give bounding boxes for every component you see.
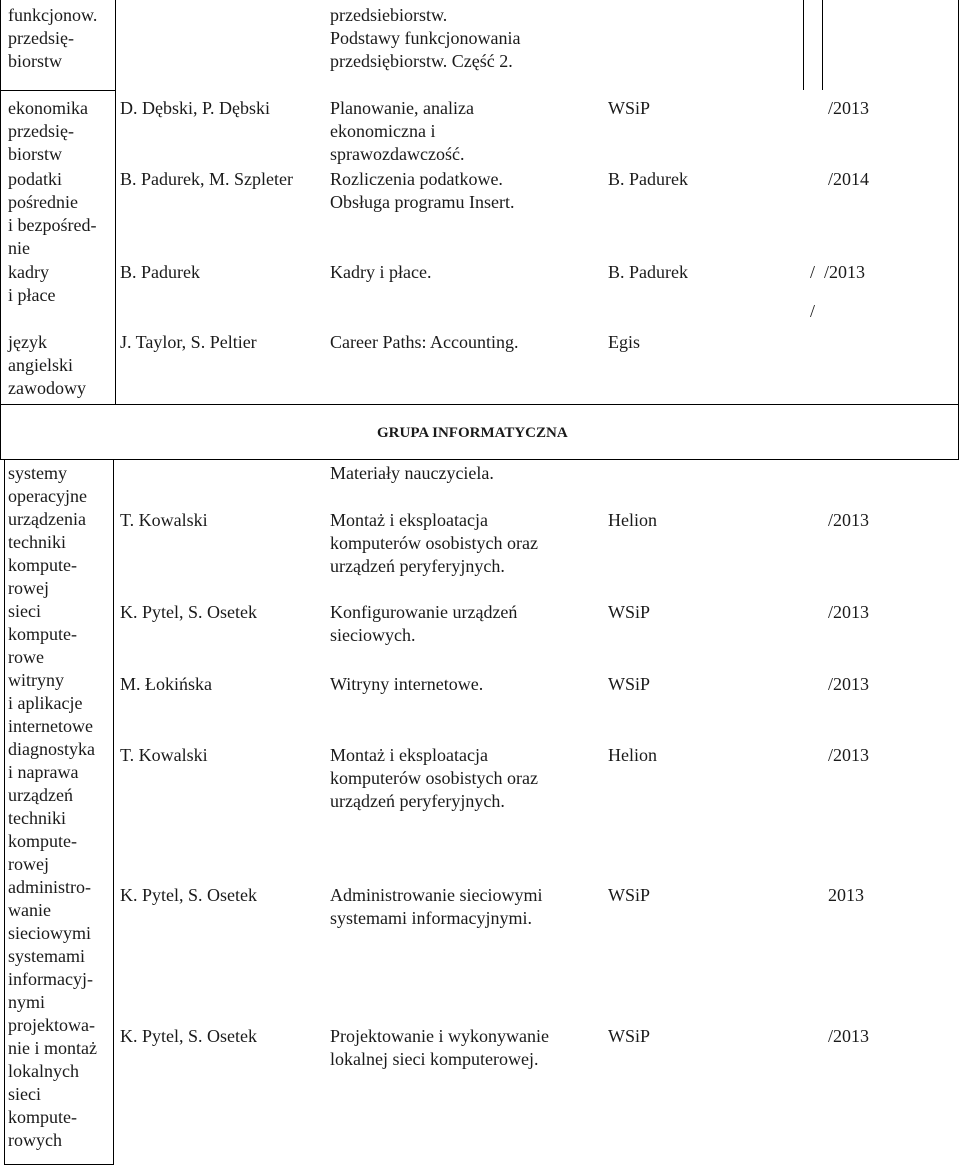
bottom-subject-column-left-rule	[4, 459, 5, 1164]
subject-cell: podatki pośrednie i bezpośred- nie	[8, 169, 97, 258]
year-cell: / /2013	[810, 262, 866, 282]
title-cell: Kadry i płace.	[330, 262, 432, 282]
title-cell: Materiały nauczyciela.	[330, 463, 494, 483]
publisher-cell: Helion	[608, 510, 657, 530]
year-cell: /2013	[828, 674, 870, 694]
subject-cell: funkcjonow. przedsię- biorstw	[8, 5, 98, 71]
title-cell: Projektowanie i wykonywanie lokalnej sieci komputerowej.	[330, 1026, 549, 1069]
subject-cell: ekonomika przedsię- biorstw	[8, 98, 88, 164]
title-cell: Montaż i eksploatacja komputerów osobistych oraz urządzeń peryferyjnych.	[330, 745, 538, 811]
table-border-right	[958, 0, 959, 404]
authors-cell: B. Padurek	[120, 262, 200, 282]
publisher-cell: WSiP	[608, 98, 651, 118]
subject-column: systemy operacyjne urządzenia techniki kompute- rowej sieci kompute- rowe witryny i aplikacje internetowe diagnostyka i naprawa urządzeń techniki kompute- rowej administro- wanie sieciowymi systemami informacyj- nymi projektowa- nie i montaż lokalnych sieci kompute- rowych	[8, 463, 97, 1150]
authors-cell: K. Pytel, S. Osetek	[120, 885, 257, 905]
year-cell: /2013	[828, 1026, 870, 1046]
title-cell: Montaż i eksploatacja komputerów osobistych oraz urządzeń peryferyjnych.	[330, 510, 538, 576]
header-border-left	[0, 404, 1, 460]
authors-cell: K. Pytel, S. Osetek	[120, 1026, 257, 1046]
title-cell: Rozliczenia podatkowe. Obsługa programu Insert.	[330, 169, 515, 212]
publisher-cell: Helion	[608, 745, 657, 765]
publisher-cell: B. Padurek	[608, 262, 688, 282]
year-cell: /2013	[828, 745, 870, 765]
title-cell: przedsiebiorstw. Podstawy funkcjonowania przedsiębiorstw. Część 2.	[330, 5, 521, 71]
authors-cell: T. Kowalski	[120, 510, 208, 530]
publisher-cell: WSiP	[608, 602, 651, 622]
title-cell: Witryny internetowe.	[330, 674, 484, 694]
authors-cell: M. Łokińska	[120, 674, 212, 694]
publisher-cell: Egis	[608, 332, 641, 352]
section-header: GRUPA INFORMATYCZNA	[377, 425, 568, 441]
year-cell: /2013	[828, 510, 870, 530]
subject-cell: kadry i płace	[8, 262, 56, 305]
subject-cell: język angielski zawodowy	[8, 332, 86, 398]
bottom-subject-column-right-rule	[113, 459, 114, 1164]
authors-cell: J. Taylor, S. Peltier	[120, 332, 257, 352]
header-bottom-border	[0, 459, 959, 460]
year-cell: /2014	[828, 169, 870, 189]
top-year-column-right-rule	[822, 0, 823, 90]
publisher-cell: WSiP	[608, 885, 651, 905]
year-cell: 2013	[828, 885, 864, 905]
table-border-left	[0, 0, 1, 404]
title-cell: Administrowanie sieciowymi systemami informacyjnymi.	[330, 885, 543, 928]
top-section-bottom-border	[0, 404, 959, 405]
top-subject-column-divider	[115, 0, 116, 404]
authors-cell: T. Kowalski	[120, 745, 208, 765]
top-row-divider	[0, 90, 116, 91]
title-cell: Career Paths: Accounting.	[330, 332, 519, 352]
title-cell: Konfigurowanie urządzeń sieciowych.	[330, 602, 518, 645]
year-cell: /2013	[828, 98, 870, 118]
publisher-cell: WSiP	[608, 674, 651, 694]
authors-cell: B. Padurek, M. Szpleter	[120, 169, 293, 189]
title-cell: Planowanie, analiza ekonomiczna i sprawozdawczość.	[330, 98, 474, 164]
authors-cell: K. Pytel, S. Osetek	[120, 602, 257, 622]
header-border-right	[958, 404, 959, 460]
publisher-cell: WSiP	[608, 1026, 651, 1046]
year-cell: /2013	[828, 602, 870, 622]
top-year-column-left-rule	[803, 0, 804, 90]
year-cell: /	[810, 301, 816, 321]
publisher-cell: B. Padurek	[608, 169, 688, 189]
authors-cell: D. Dębski, P. Dębski	[120, 98, 271, 118]
